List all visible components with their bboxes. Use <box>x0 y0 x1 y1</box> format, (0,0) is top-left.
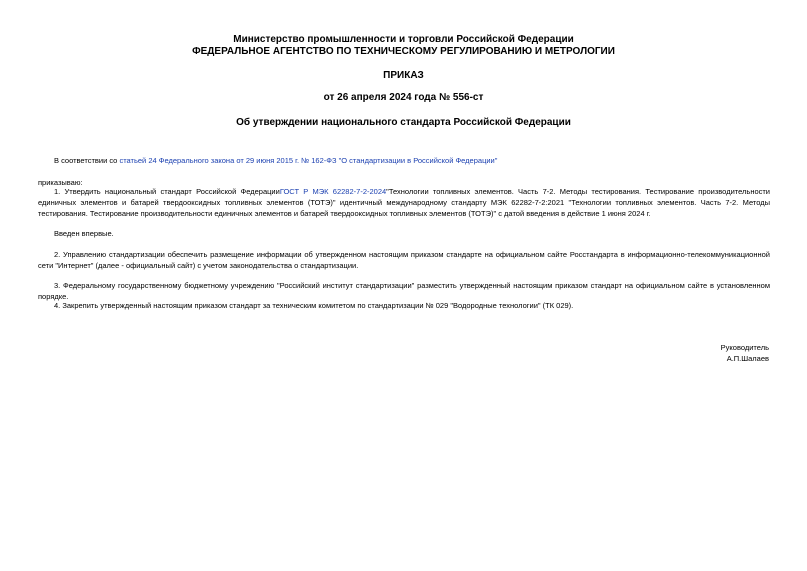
paragraph-2: 2. Управлению стандартизации обеспечить размещение информации об утвержденном настоящим приказом стандарте на официальном сайте Росстандарта в информационно-телекоммуникационной сети "Интернет" (далее - официальный сайт) с учетом законодательства о стандартизации. <box>38 250 770 270</box>
basis-paragraph <box>38 155 770 166</box>
paragraph-4: 4. Закрепить утвержденный настоящим приказом стандарт за техническим комитетом по стандартизации № 029 "Водородные технологии" (ТК 029). <box>54 301 574 310</box>
law-link[interactable]: статьей 24 Федерального закона от 29 июня 2015 г. № 162-ФЗ "О стандартизации в Российской Федерации" <box>119 156 498 165</box>
basis-prefix: В соответствии со <box>54 156 120 165</box>
paragraph-1 <box>38 186 770 219</box>
order-subject: Об утверждении национального стандарта Российской Федерации <box>236 117 571 128</box>
order-word: приказываю: <box>38 178 83 187</box>
order-title: ПРИКАЗ <box>383 70 424 81</box>
order-date: от 26 апреля 2024 года № 556-ст <box>323 92 484 103</box>
agency-name: ФЕДЕРАЛЬНОЕ АГЕНТСТВО ПО ТЕХНИЧЕСКОМУ РЕГУЛИРОВАНИЮ И МЕТРОЛОГИИ <box>192 46 615 57</box>
ministry-name: Министерство промышленности и торговли Российской Федерации <box>233 34 574 45</box>
signer-position: Руководитель <box>720 343 769 352</box>
p1-prefix: 1. Утвердить национальный стандарт Российской Федерации <box>54 187 280 196</box>
standard-link[interactable]: ГОСТ Р МЭК 62282-7-2-2024 <box>279 187 387 196</box>
introduced-first-note: Введен впервые. <box>54 229 114 238</box>
p1-rest: "Технологии топливных элементов. Часть 7-2. Методы тестирования. Тестирование производительности единичных элементов и батарей твердооксидных топливных элементов (ТОТЭ)" идентичный международному стандарту МЭК 62282-7-2:2021 "Технологии топливных элементов. Часть 7-2. Методы тестирования. Тестирование производительности единичных элементов и батарей твердооксидных топливных элементов (ТОТЭ)" с датой введения в действие 1 июня 2024 г. <box>38 187 771 218</box>
signer-name: А.П.Шалаев <box>726 354 769 363</box>
paragraph-3: 3. Федеральному государственному бюджетному учреждению "Российский институт стандартизации" разместить утвержденный настоящим приказом стандарт на официальном сайте в установленном порядке. <box>38 281 770 301</box>
signature-block <box>721 342 769 364</box>
